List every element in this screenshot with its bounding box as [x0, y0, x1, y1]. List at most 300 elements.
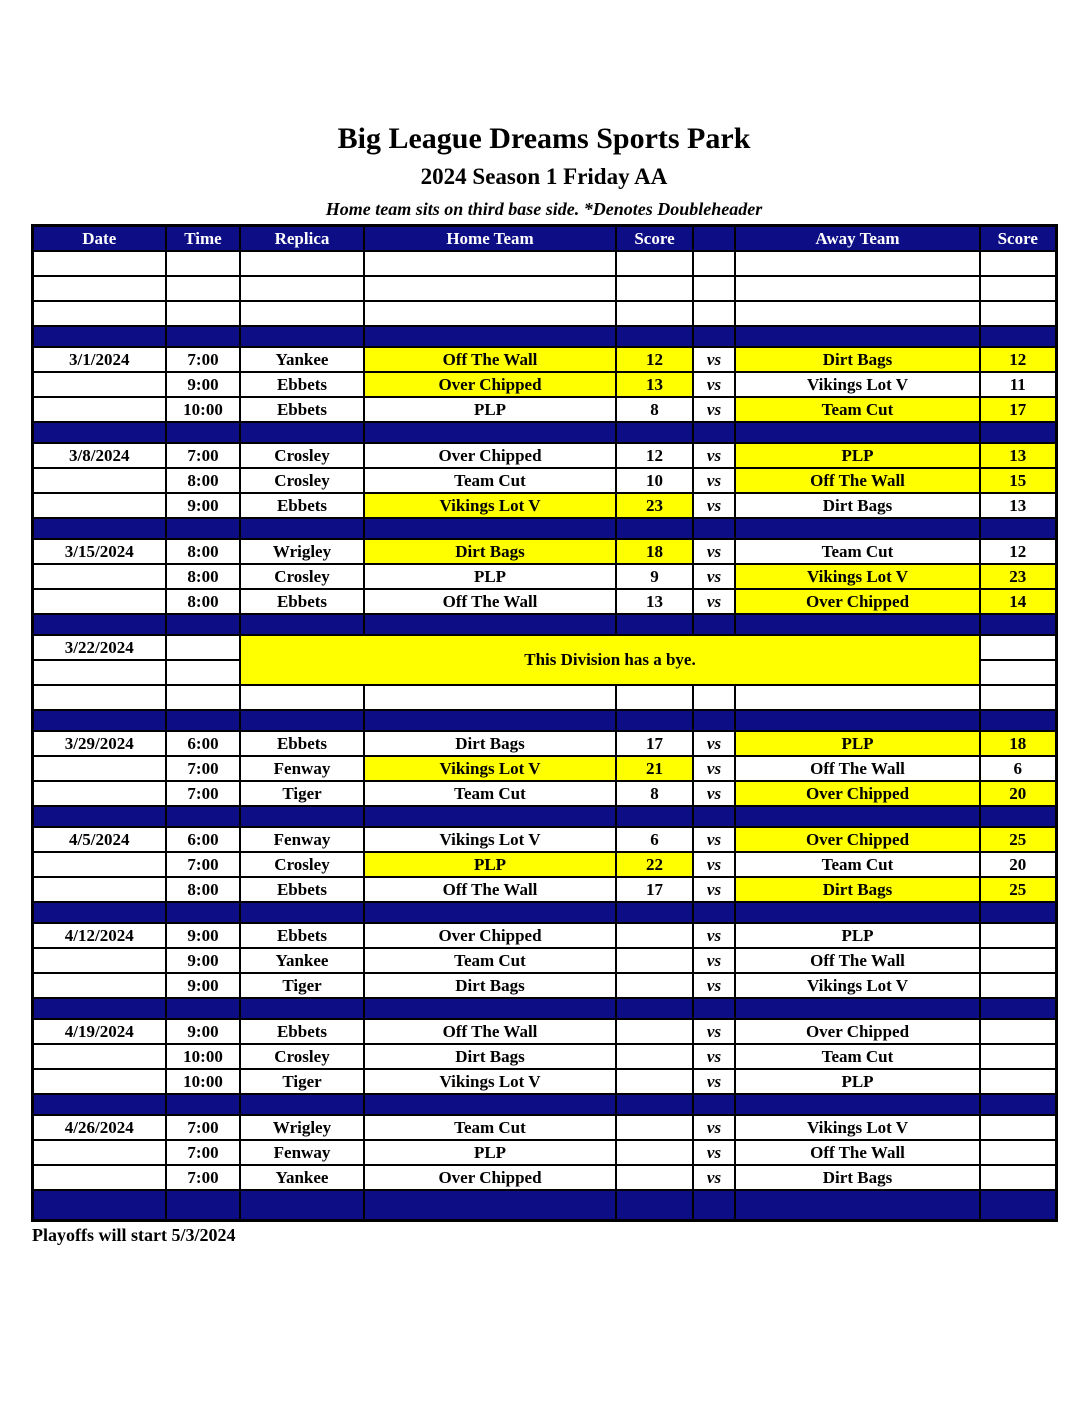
separator-cell — [693, 1094, 735, 1115]
separator-cell — [693, 1190, 735, 1221]
home-team-cell: PLP — [364, 1140, 616, 1165]
replica-cell: Wrigley — [240, 539, 364, 564]
home-team-cell: Dirt Bags — [364, 973, 616, 998]
game-row — [32, 731, 1056, 756]
game-row — [32, 1115, 1056, 1140]
separator-cell — [735, 902, 980, 923]
separator-cell — [32, 902, 166, 923]
empty-cell — [616, 251, 693, 276]
time-cell: 9:00 — [166, 493, 240, 518]
home-team-cell: Team Cut — [364, 1115, 616, 1140]
separator-cell — [364, 518, 616, 539]
home-score-cell — [616, 1044, 693, 1069]
empty-cell — [32, 251, 166, 276]
away-score-cell: 12 — [980, 347, 1056, 372]
home-score-cell — [616, 1115, 693, 1140]
separator-cell — [735, 518, 980, 539]
home-team-cell: Team Cut — [364, 781, 616, 806]
away-team-cell: PLP — [735, 923, 980, 948]
replica-cell: Crosley — [240, 564, 364, 589]
game-row — [32, 827, 1056, 852]
separator-cell — [240, 806, 364, 827]
game-row — [32, 852, 1056, 877]
game-row — [32, 923, 1056, 948]
separator-cell — [166, 998, 240, 1019]
replica-cell: Crosley — [240, 443, 364, 468]
separator-row — [32, 1094, 1056, 1115]
separator-cell — [693, 422, 735, 443]
replica-cell: Ebbets — [240, 923, 364, 948]
replica-cell: Ebbets — [240, 397, 364, 422]
time-cell: 9:00 — [166, 948, 240, 973]
empty-cell — [693, 251, 735, 276]
separator-cell — [735, 710, 980, 731]
home-score-cell: 13 — [616, 372, 693, 397]
home-score-cell: 9 — [616, 564, 693, 589]
time-cell: 7:00 — [166, 852, 240, 877]
empty-cell — [240, 301, 364, 326]
replica-cell: Yankee — [240, 347, 364, 372]
away-team-cell: Vikings Lot V — [735, 973, 980, 998]
away-score-cell — [980, 948, 1056, 973]
separator-cell — [166, 518, 240, 539]
home-team-cell: Over Chipped — [364, 923, 616, 948]
away-score-cell: 13 — [980, 493, 1056, 518]
home-team-cell: PLP — [364, 852, 616, 877]
home-score-cell: 8 — [616, 781, 693, 806]
empty-cell — [364, 301, 616, 326]
separator-cell — [735, 614, 980, 635]
vs-cell: vs — [693, 731, 735, 756]
home-score-cell: 17 — [616, 731, 693, 756]
separator-cell — [364, 614, 616, 635]
away-score-cell: 15 — [980, 468, 1056, 493]
home-team-cell: Over Chipped — [364, 1165, 616, 1190]
game-row — [32, 756, 1056, 781]
separator-cell — [980, 902, 1056, 923]
separator-cell — [364, 1094, 616, 1115]
separator-cell — [980, 1094, 1056, 1115]
home-score-cell: 10 — [616, 468, 693, 493]
away-score-cell — [980, 973, 1056, 998]
home-team-note: Home team sits on third base side. *Denotes Doubleheader — [325, 199, 763, 219]
separator-cell — [240, 614, 364, 635]
away-team-cell: Over Chipped — [735, 827, 980, 852]
date-cell — [32, 1069, 166, 1094]
home-team-cell: Over Chipped — [364, 443, 616, 468]
separator-cell — [980, 998, 1056, 1019]
vs-cell: vs — [693, 1115, 735, 1140]
separator-row — [32, 326, 1056, 347]
away-team-cell: Off The Wall — [735, 468, 980, 493]
home-team-cell: Vikings Lot V — [364, 493, 616, 518]
home-team-cell: Dirt Bags — [364, 539, 616, 564]
separator-cell — [980, 614, 1056, 635]
separator-cell — [364, 710, 616, 731]
home-score-cell: 6 — [616, 827, 693, 852]
vs-cell: vs — [693, 372, 735, 397]
separator-cell — [364, 422, 616, 443]
separator-cell — [32, 806, 166, 827]
separator-cell — [166, 1190, 240, 1221]
vs-cell: vs — [693, 443, 735, 468]
separator-cell — [166, 806, 240, 827]
spacer-row — [32, 685, 1056, 710]
separator-cell — [735, 422, 980, 443]
separator-cell — [240, 710, 364, 731]
empty-cell — [364, 251, 616, 276]
empty-cell — [166, 301, 240, 326]
bye-row — [32, 635, 1056, 660]
home-score-cell: 22 — [616, 852, 693, 877]
away-team-cell: PLP — [735, 1069, 980, 1094]
spacer-row — [32, 276, 1056, 301]
game-row — [32, 468, 1056, 493]
replica-cell: Fenway — [240, 756, 364, 781]
away-score-cell: 11 — [980, 372, 1056, 397]
away-team-cell: Vikings Lot V — [735, 1115, 980, 1140]
empty-cell — [616, 301, 693, 326]
replica-cell: Yankee — [240, 1165, 364, 1190]
away-score-cell: 12 — [980, 539, 1056, 564]
home-score-cell: 23 — [616, 493, 693, 518]
home-score-cell — [616, 923, 693, 948]
separator-cell — [32, 518, 166, 539]
date-cell — [32, 372, 166, 397]
home-score-cell — [616, 973, 693, 998]
column-header: Score — [616, 226, 693, 252]
separator-cell — [980, 1190, 1056, 1221]
vs-cell: vs — [693, 539, 735, 564]
empty-cell — [32, 685, 166, 710]
time-cell: 10:00 — [166, 1069, 240, 1094]
vs-cell: vs — [693, 1069, 735, 1094]
away-team-cell: Vikings Lot V — [735, 564, 980, 589]
away-team-cell: Over Chipped — [735, 781, 980, 806]
time-cell: 10:00 — [166, 397, 240, 422]
empty-cell — [980, 276, 1056, 301]
date-cell — [32, 781, 166, 806]
date-cell — [32, 1165, 166, 1190]
away-team-cell: Over Chipped — [735, 589, 980, 614]
column-header: Away Team — [735, 226, 980, 252]
time-cell — [166, 635, 240, 660]
home-score-cell — [616, 1069, 693, 1094]
game-row — [32, 1140, 1056, 1165]
separator-cell — [616, 806, 693, 827]
replica-cell: Ebbets — [240, 589, 364, 614]
empty-cell — [166, 685, 240, 710]
home-team-cell: Vikings Lot V — [364, 756, 616, 781]
home-team-cell: Dirt Bags — [364, 731, 616, 756]
time-cell: 9:00 — [166, 923, 240, 948]
separator-cell — [735, 326, 980, 347]
home-team-cell: Off The Wall — [364, 589, 616, 614]
empty-cell — [693, 301, 735, 326]
away-score-cell: 20 — [980, 781, 1056, 806]
away-score-cell — [980, 1165, 1056, 1190]
away-team-cell: Off The Wall — [735, 756, 980, 781]
game-row — [32, 781, 1056, 806]
separator-cell — [166, 1094, 240, 1115]
empty-cell — [980, 685, 1056, 710]
away-score-cell: 25 — [980, 827, 1056, 852]
away-team-cell: Team Cut — [735, 1044, 980, 1069]
vs-cell: vs — [693, 781, 735, 806]
separator-cell — [364, 806, 616, 827]
date-cell: 3/15/2024 — [32, 539, 166, 564]
away-score-cell: 13 — [980, 443, 1056, 468]
time-cell: 10:00 — [166, 1044, 240, 1069]
separator-row — [32, 518, 1056, 539]
empty-cell — [32, 301, 166, 326]
separator-row — [32, 998, 1056, 1019]
separator-cell — [616, 1190, 693, 1221]
separator-cell — [32, 998, 166, 1019]
vs-cell: vs — [693, 1165, 735, 1190]
date-cell — [32, 493, 166, 518]
home-team-cell: Off The Wall — [364, 1019, 616, 1044]
separator-cell — [616, 710, 693, 731]
schedule-table — [31, 224, 1058, 1222]
separator-cell — [166, 614, 240, 635]
vs-cell: vs — [693, 827, 735, 852]
replica-cell: Crosley — [240, 468, 364, 493]
separator-cell — [32, 710, 166, 731]
separator-cell — [693, 902, 735, 923]
vs-cell: vs — [693, 493, 735, 518]
separator-row — [32, 806, 1056, 827]
separator-cell — [693, 806, 735, 827]
date-cell: 3/29/2024 — [32, 731, 166, 756]
game-row — [32, 539, 1056, 564]
game-row — [32, 1165, 1056, 1190]
empty-cell — [240, 251, 364, 276]
away-score-cell: 17 — [980, 397, 1056, 422]
away-team-cell: Dirt Bags — [735, 347, 980, 372]
time-cell: 7:00 — [166, 443, 240, 468]
away-team-cell: Off The Wall — [735, 1140, 980, 1165]
replica-cell: Tiger — [240, 1069, 364, 1094]
home-score-cell — [616, 1140, 693, 1165]
date-cell — [32, 1140, 166, 1165]
separator-cell — [980, 422, 1056, 443]
bye-banner: This Division has a bye. — [240, 635, 980, 685]
away-score-cell — [980, 1140, 1056, 1165]
empty-cell — [616, 685, 693, 710]
home-score-cell — [616, 1019, 693, 1044]
empty-cell — [735, 276, 980, 301]
away-score-cell — [980, 923, 1056, 948]
separator-row — [32, 422, 1056, 443]
time-cell: 8:00 — [166, 564, 240, 589]
separator-cell — [240, 326, 364, 347]
column-header: Time — [166, 226, 240, 252]
date-cell — [32, 589, 166, 614]
away-team-cell: Vikings Lot V — [735, 372, 980, 397]
away-score-cell — [980, 1019, 1056, 1044]
away-score-cell: 6 — [980, 756, 1056, 781]
away-score-cell: 18 — [980, 731, 1056, 756]
separator-cell — [240, 518, 364, 539]
replica-cell: Tiger — [240, 973, 364, 998]
spacer-row — [32, 251, 1056, 276]
date-cell: 3/1/2024 — [32, 347, 166, 372]
home-score-cell — [616, 948, 693, 973]
empty-cell — [240, 685, 364, 710]
separator-cell — [980, 518, 1056, 539]
away-team-cell: Team Cut — [735, 539, 980, 564]
away-score-cell: 20 — [980, 852, 1056, 877]
column-header: Replica — [240, 226, 364, 252]
vs-cell: vs — [693, 468, 735, 493]
vs-cell: vs — [693, 948, 735, 973]
separator-row — [32, 1190, 1056, 1221]
time-cell: 7:00 — [166, 781, 240, 806]
time-cell: 8:00 — [166, 539, 240, 564]
away-team-cell: Over Chipped — [735, 1019, 980, 1044]
separator-cell — [616, 326, 693, 347]
game-row — [32, 397, 1056, 422]
away-team-cell: Dirt Bags — [735, 877, 980, 902]
date-cell — [32, 948, 166, 973]
separator-cell — [616, 902, 693, 923]
date-cell: 3/8/2024 — [32, 443, 166, 468]
vs-cell: vs — [693, 1140, 735, 1165]
game-row — [32, 564, 1056, 589]
home-score-cell: 17 — [616, 877, 693, 902]
empty-cell — [980, 251, 1056, 276]
vs-cell: vs — [693, 756, 735, 781]
time-cell: 6:00 — [166, 827, 240, 852]
separator-cell — [32, 1094, 166, 1115]
game-row — [32, 1069, 1056, 1094]
vs-cell: vs — [693, 1044, 735, 1069]
vs-cell: vs — [693, 347, 735, 372]
vs-cell: vs — [693, 973, 735, 998]
separator-cell — [735, 1190, 980, 1221]
separator-cell — [32, 326, 166, 347]
separator-cell — [166, 710, 240, 731]
column-header: Score — [980, 226, 1056, 252]
away-score-cell — [980, 1115, 1056, 1140]
column-header: Date — [32, 226, 166, 252]
date-cell — [32, 852, 166, 877]
home-score-cell: 8 — [616, 397, 693, 422]
column-header: Home Team — [364, 226, 616, 252]
home-team-cell: Dirt Bags — [364, 1044, 616, 1069]
separator-cell — [240, 998, 364, 1019]
separator-cell — [735, 1094, 980, 1115]
empty-cell — [364, 276, 616, 301]
replica-cell: Wrigley — [240, 1115, 364, 1140]
home-team-cell: Off The Wall — [364, 347, 616, 372]
separator-cell — [364, 902, 616, 923]
date-cell — [32, 564, 166, 589]
vs-cell: vs — [693, 877, 735, 902]
game-row — [32, 443, 1056, 468]
separator-cell — [980, 806, 1056, 827]
vs-cell: vs — [693, 564, 735, 589]
vs-column-header — [693, 226, 735, 252]
game-row — [32, 493, 1056, 518]
empty-cell — [240, 276, 364, 301]
separator-cell — [32, 614, 166, 635]
time-cell: 8:00 — [166, 877, 240, 902]
home-team-cell: PLP — [364, 564, 616, 589]
game-row — [32, 948, 1056, 973]
separator-cell — [166, 902, 240, 923]
playoffs-note: Playoffs will start 5/3/2024 — [32, 1225, 236, 1245]
separator-cell — [693, 614, 735, 635]
separator-cell — [166, 422, 240, 443]
separator-cell — [693, 326, 735, 347]
time-cell: 8:00 — [166, 589, 240, 614]
game-row — [32, 973, 1056, 998]
time-cell: 9:00 — [166, 372, 240, 397]
home-score-cell: 18 — [616, 539, 693, 564]
empty-cell — [693, 685, 735, 710]
separator-cell — [980, 710, 1056, 731]
home-score-cell: 12 — [616, 347, 693, 372]
home-score-cell: 21 — [616, 756, 693, 781]
date-cell — [32, 468, 166, 493]
empty-cell — [166, 251, 240, 276]
home-team-cell: Team Cut — [364, 468, 616, 493]
game-row — [32, 1019, 1056, 1044]
home-team-cell: Vikings Lot V — [364, 827, 616, 852]
empty-cell — [693, 276, 735, 301]
time-cell: 6:00 — [166, 731, 240, 756]
away-team-cell: PLP — [735, 731, 980, 756]
home-team-cell: Vikings Lot V — [364, 1069, 616, 1094]
time-cell: 8:00 — [166, 468, 240, 493]
time-cell: 9:00 — [166, 973, 240, 998]
replica-cell: Fenway — [240, 1140, 364, 1165]
date-cell: 4/26/2024 — [32, 1115, 166, 1140]
separator-cell — [32, 1190, 166, 1221]
replica-cell: Ebbets — [240, 877, 364, 902]
away-team-cell: PLP — [735, 443, 980, 468]
season-subtitle: 2024 Season 1 Friday AA — [420, 164, 668, 189]
away-team-cell: Dirt Bags — [735, 1165, 980, 1190]
empty-cell — [735, 685, 980, 710]
home-score-cell — [616, 1165, 693, 1190]
date-cell: 3/22/2024 — [32, 635, 166, 660]
header-row — [32, 226, 1056, 252]
home-score-cell: 13 — [616, 589, 693, 614]
separator-cell — [166, 326, 240, 347]
vs-cell: vs — [693, 852, 735, 877]
separator-cell — [616, 614, 693, 635]
empty-cell — [166, 276, 240, 301]
separator-cell — [364, 326, 616, 347]
empty-cell — [980, 301, 1056, 326]
home-team-cell: Over Chipped — [364, 372, 616, 397]
date-cell — [32, 973, 166, 998]
separator-cell — [693, 710, 735, 731]
game-row — [32, 372, 1056, 397]
home-team-cell: Team Cut — [364, 948, 616, 973]
time-cell — [166, 660, 240, 685]
home-score-cell: 12 — [616, 443, 693, 468]
time-cell: 7:00 — [166, 1140, 240, 1165]
vs-cell: vs — [693, 1019, 735, 1044]
spacer-row — [32, 301, 1056, 326]
game-row — [32, 877, 1056, 902]
replica-cell: Ebbets — [240, 372, 364, 397]
replica-cell: Ebbets — [240, 493, 364, 518]
